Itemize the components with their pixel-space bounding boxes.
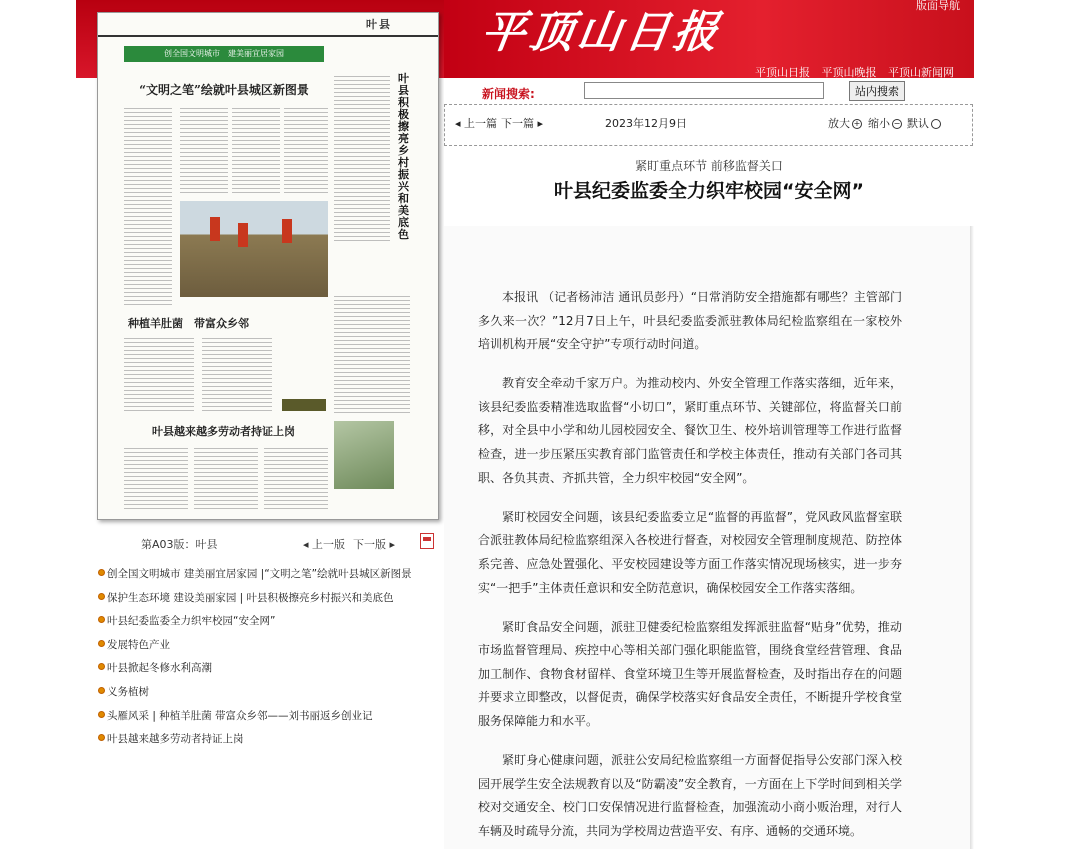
article-paragraph: 紧盯身心健康问题，派驻公安局纪检监察组一方面督促指导公安部门深入校园开展学生安全法规教育以及“防霸凌”安全教育，一方面在上下学时间到相关学校对交通安全、校门口安保情况进行监督检查，加强流动小商小贩治理，对行人车辆及时疏导分流，共同为学校周边营造平安、有序、通畅的交通环境。: [478, 753, 902, 838]
thumbnail-text-column: [334, 293, 410, 413]
masthead: [444, 0, 974, 78]
thumbnail-headline-2[interactable]: 种植羊肚菌 带富众乡邻: [128, 317, 249, 330]
zoom-out-label: 缩小: [868, 117, 890, 130]
next-page-label: 下一版: [353, 538, 386, 551]
thumbnail-vertical-headline[interactable]: 叶县积极擦亮乡村振兴和美底色: [398, 72, 409, 241]
article-list-label: 叶县纪委监委全力织牢校园“安全网”: [107, 615, 276, 628]
thumbnail-text-column: [194, 445, 258, 511]
article-body: [478, 286, 902, 859]
bullet-icon: [98, 569, 105, 576]
article-list-label: 发展特色产业: [107, 638, 170, 651]
thumbnail-headline-3[interactable]: 叶县越来越多劳动者持证上岗: [152, 425, 295, 438]
thumbnail-text-column: [284, 105, 328, 195]
left-column: [76, 0, 444, 849]
thumbnail-section: 叶县: [366, 18, 392, 31]
article-paragraph: 教育安全牵动千家万户。为推动校内、外安全管理工作落实落细，近年来，该县纪委监委精准选取监督“小切口”，紧盯重点环节、关键部位，将监督关口前移，对全县中小学和幼儿园校园安全、餐饮卫生、校外培训管理等工作进行监督检查，进一步压紧压实教育部门监管责任和学校主体责任，推动有关部门各司其职、各负其责、齐抓共管，全力织牢校园“安全网”。: [478, 376, 902, 485]
newspaper-logo[interactable]: 平顶山日报: [477, 7, 725, 58]
zoom-in-button[interactable]: [828, 115, 862, 131]
link-pds-daily[interactable]: 平顶山日报: [755, 66, 810, 78]
thumbnail-photo-2: [334, 421, 394, 489]
search-row: [444, 78, 974, 104]
article-title: 叶县纪委监委全力织牢校园“安全网”: [554, 180, 864, 202]
thumbnail-photo-figure: [210, 217, 220, 241]
default-size-button[interactable]: [907, 115, 941, 131]
article-edge: [970, 226, 974, 849]
thumbnail-text-column: [124, 445, 188, 511]
right-column: [444, 0, 974, 849]
article-list-label: 叶县越来越多劳动者持证上岗: [107, 733, 244, 746]
article-list-label: 义务植树: [107, 685, 149, 698]
page-nav-link[interactable]: 版面导航: [916, 0, 960, 12]
article-list-item[interactable]: [98, 683, 443, 707]
thumbnail-text-column: [124, 335, 194, 413]
article-list-label: 创全国文明城市 建美丽宜居家园 |“文明之笔”绘就叶县城区新图景: [107, 568, 412, 580]
article-list: [98, 565, 443, 754]
thumbnail-text-column: [202, 335, 272, 413]
article-list-item[interactable]: [98, 707, 443, 731]
article-list-label: 叶县掀起冬修水利高潮: [107, 662, 212, 675]
bullet-icon: [98, 640, 105, 647]
article-paragraph: 紧盯食品安全问题，派驻卫健委纪检监察组发挥派驻监督“贴身”优势，推动市场监督管理局、疾控中心等相关部门强化职能监管，围绕食堂经营管理、食品加工制作、食物食材留样、食堂环境卫生等开展监督检查，及时指出存在的问题并要求立即整改，以督促责，确保学校落实好食品安全责任，不断提升学校食堂服务保障能力和水平。: [478, 619, 902, 728]
thumbnail-banner: 创全国文明城市 建美丽宜居家园: [124, 46, 324, 62]
pdf-icon[interactable]: [420, 533, 434, 549]
thumbnail-headline[interactable]: “文明之笔”绘就叶县城区新图景: [139, 83, 309, 97]
article-list-label: 头雁风采 | 种植羊肚菌 带富众乡邻——刘书丽返乡创业记: [107, 709, 373, 722]
bullet-icon: [98, 711, 105, 718]
prev-article-link[interactable]: ◂ 上一篇: [455, 117, 498, 130]
page-navigation-bar: [97, 533, 437, 551]
thumbnail-text-column: [124, 105, 172, 305]
search-label: 新闻搜索:: [482, 87, 535, 101]
bullet-icon: [98, 593, 105, 600]
next-page-link[interactable]: 下一版 ▸: [353, 538, 396, 551]
thumbnail-photo-figure: [282, 219, 292, 243]
search-input[interactable]: [584, 82, 824, 99]
thumbnail-text-column: [264, 445, 328, 511]
next-article-link[interactable]: 下一篇 ▸: [501, 117, 544, 130]
article-list-item[interactable]: [98, 565, 443, 589]
radio-icon: [931, 119, 941, 129]
site-links: [747, 64, 954, 78]
thumbnail-text-column: [180, 105, 228, 195]
thumbnail-text-column: [232, 105, 280, 195]
zoom-in-label: 放大: [828, 117, 850, 130]
article-list-item[interactable]: [98, 659, 443, 683]
article-list-item[interactable]: [98, 730, 443, 754]
article-toolbar: [444, 104, 973, 146]
current-page-label: 第A03版：叶县: [141, 538, 218, 551]
newspaper-page-thumbnail[interactable]: [97, 12, 439, 520]
prev-page-link[interactable]: ◂ 上一版: [303, 538, 346, 551]
article-list-item[interactable]: [98, 589, 443, 613]
prev-article-label: 上一篇: [464, 117, 498, 130]
thumbnail-text-column: [334, 73, 390, 243]
article-subtitle: 紧盯重点环节 前移监督关口: [635, 159, 783, 173]
thumbnail-photo-figure: [238, 223, 248, 247]
page-frame: [76, 0, 974, 849]
default-size-label: 默认: [907, 117, 929, 130]
search-button[interactable]: 站内搜索: [849, 81, 905, 101]
bullet-icon: [98, 734, 105, 741]
article-paragraph: 紧盯校园安全问题，该县纪委监委立足“监督的再监督”，党风政风监督室联合派驻教体局纪检监察组深入各校进行督查，对校园安全管理制度规范、防控体系完善、应急处置强化、平安校园建设等方面工作落实情况现场核实，进一步夯实“一把手”主体责任意识和安全防范意识，确保校园安全工作落实落细。: [478, 509, 902, 595]
thumbnail-ad-block: [282, 399, 326, 411]
plus-icon: +: [853, 119, 861, 128]
issue-date: 2023年12月9日: [605, 117, 687, 130]
thumbnail-photo: [180, 201, 328, 297]
link-pds-news[interactable]: 平顶山新闻网: [888, 66, 954, 78]
article-list-label: 保护生态环境 建设美丽家园 | 叶县积极擦亮乡村振兴和美底色: [107, 591, 394, 604]
article-paragraph: 本报讯 （记者杨沛洁 通讯员彭丹）“日常消防安全措施都有哪些？主管部门多久来一次？”12月7日上午，叶县纪委监委派驻教体局纪检监察组在一家校外培训机构开展“安全守护”专项行动时问道。: [478, 290, 902, 352]
next-article-label: 下一篇: [501, 117, 534, 130]
bullet-icon: [98, 616, 105, 623]
thumbnail-header: [98, 13, 438, 37]
article-list-item[interactable]: [98, 636, 443, 660]
bullet-icon: [98, 663, 105, 670]
bullet-icon: [98, 687, 105, 694]
article-list-item[interactable]: [98, 612, 443, 636]
link-pds-evening[interactable]: 平顶山晚报: [821, 66, 877, 78]
minus-icon: −: [893, 119, 901, 128]
prev-page-label: 上一版: [312, 538, 346, 551]
zoom-out-button[interactable]: [868, 115, 902, 131]
